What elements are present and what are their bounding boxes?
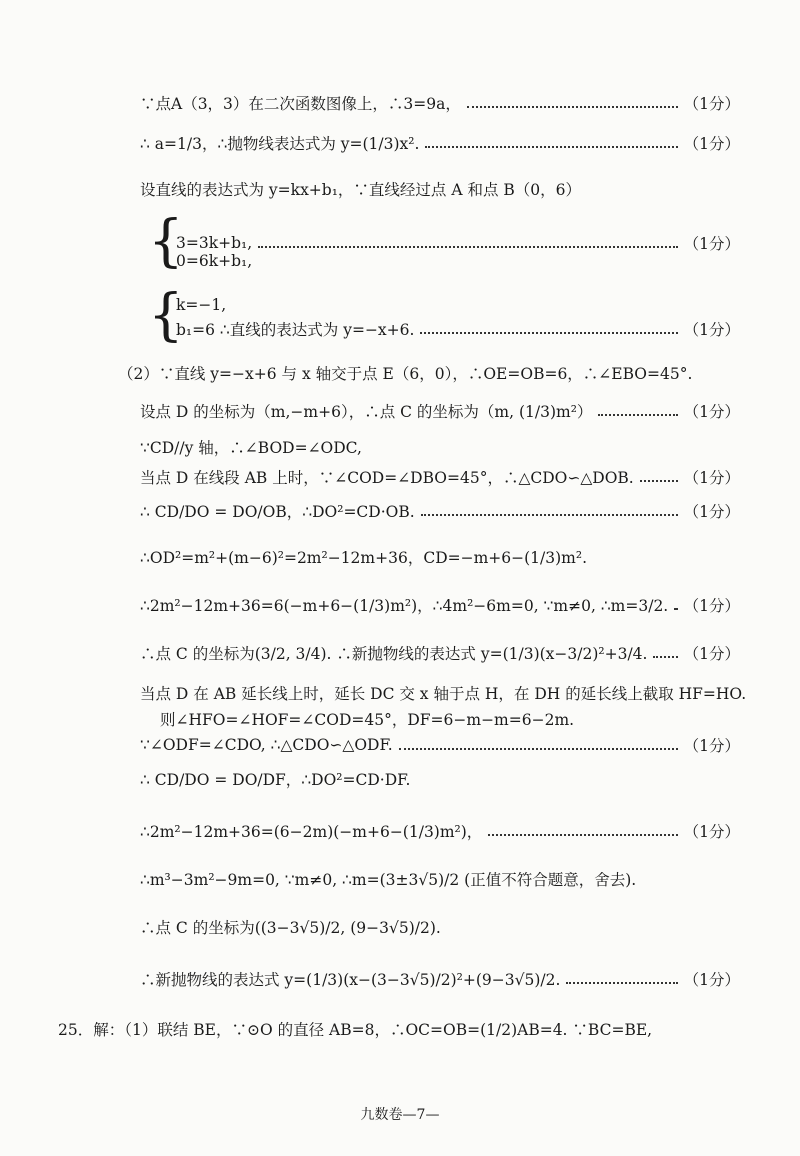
solution-line: ∵CD//y 轴，∴∠BOD=∠ODC, [140, 439, 362, 457]
solution-line: 0=6k+b₁, [176, 252, 253, 270]
solution-line: k=−1, [176, 296, 227, 314]
brace-symbol: { [148, 209, 184, 274]
solution-line: ∴点 C 的坐标为((3−3√5)/2, (9−3√5)/2). [140, 919, 441, 937]
solution-line: b₁=6 ∴直线的表达式为 y=−x+6. （1分） [176, 321, 740, 339]
solution-line: 25．解：（1）联结 BE，∵⊙O 的直径 AB=8，∴OC=OB=(1/2)AB=4. ∵BC=BE, [58, 1021, 653, 1039]
solution-line: 3=3k+b₁, （1分） [176, 234, 740, 253]
solution-line: （2）∵直线 y=−x+6 与 x 轴交于点 E（6，0），∴OE=OB=6，∴∠EBO=45°. [118, 365, 693, 383]
brace-symbol: { [148, 283, 184, 348]
solution-line: ∴新抛物线的表达式 y=(1/3)(x−(3−3√5)/2)²+(9−3√5)/2. （1分） [140, 971, 740, 989]
solution-line: ∴OD²=m²+(m−6)²=2m²−12m+36，CD=−m+6−(1/3)m². [140, 549, 588, 567]
solution-line: ∴ CD/DO = DO/DF，∴DO²=CD·DF. [140, 771, 411, 789]
solution-line: ∴点 C 的坐标为(3/2, 3/4). ∴新抛物线的表达式 y=(1/3)(x−3/2)²+3/4. （1分） [140, 645, 740, 663]
solution-line: 设直线的表达式为 y=kx+b₁，∵直线经过点 A 和点 B（0，6） [140, 181, 582, 199]
solution-line: ∵点A（3，3）在二次函数图像上，∴3=9a， （1分） [140, 95, 740, 113]
solution-line: ∴ CD/DO = DO/OB，∴DO²=CD·OB. （1分） [140, 503, 740, 521]
solution-line: ∴ a=1/3，∴抛物线表达式为 y=(1/3)x². （1分） [140, 135, 740, 153]
solution-line: ∵∠ODF=∠CDO, ∴△CDO∽△ODF. （1分） [140, 736, 740, 755]
solution-line: 当点 D 在线段 AB 上时，∵∠COD=∠DBO=45°，∴△CDO∽△DOB. （1分） [140, 469, 740, 487]
page-footer: 九数卷—7— [360, 1107, 440, 1123]
solution-line: 则∠HFO=∠HOF=∠COD=45°，DF=6−m−m=6−2m. [160, 711, 575, 729]
solution-line: ∴2m²−12m+36=6(−m+6−(1/3)m²)，∴4m²−6m=0, ∵m≠0, ∴m=3/2. （1分） [140, 597, 740, 615]
solution-line: 当点 D 在 AB 延长线上时，延长 DC 交 x 轴于点 H，在 DH 的延长线上截取 HF=HO. [140, 685, 747, 703]
solution-line: 设点 D 的坐标为（m,−m+6），∴点 C 的坐标为（m, (1/3)m²） （1分） [140, 403, 740, 421]
solution-line: ∴2m²−12m+36=(6−2m)(−m+6−(1/3)m²)， （1分） [140, 823, 740, 841]
solution-line: ∴m³−3m²−9m=0, ∵m≠0, ∴m=(3±3√5)/2 (正值不符合题意，舍去). [140, 871, 637, 889]
